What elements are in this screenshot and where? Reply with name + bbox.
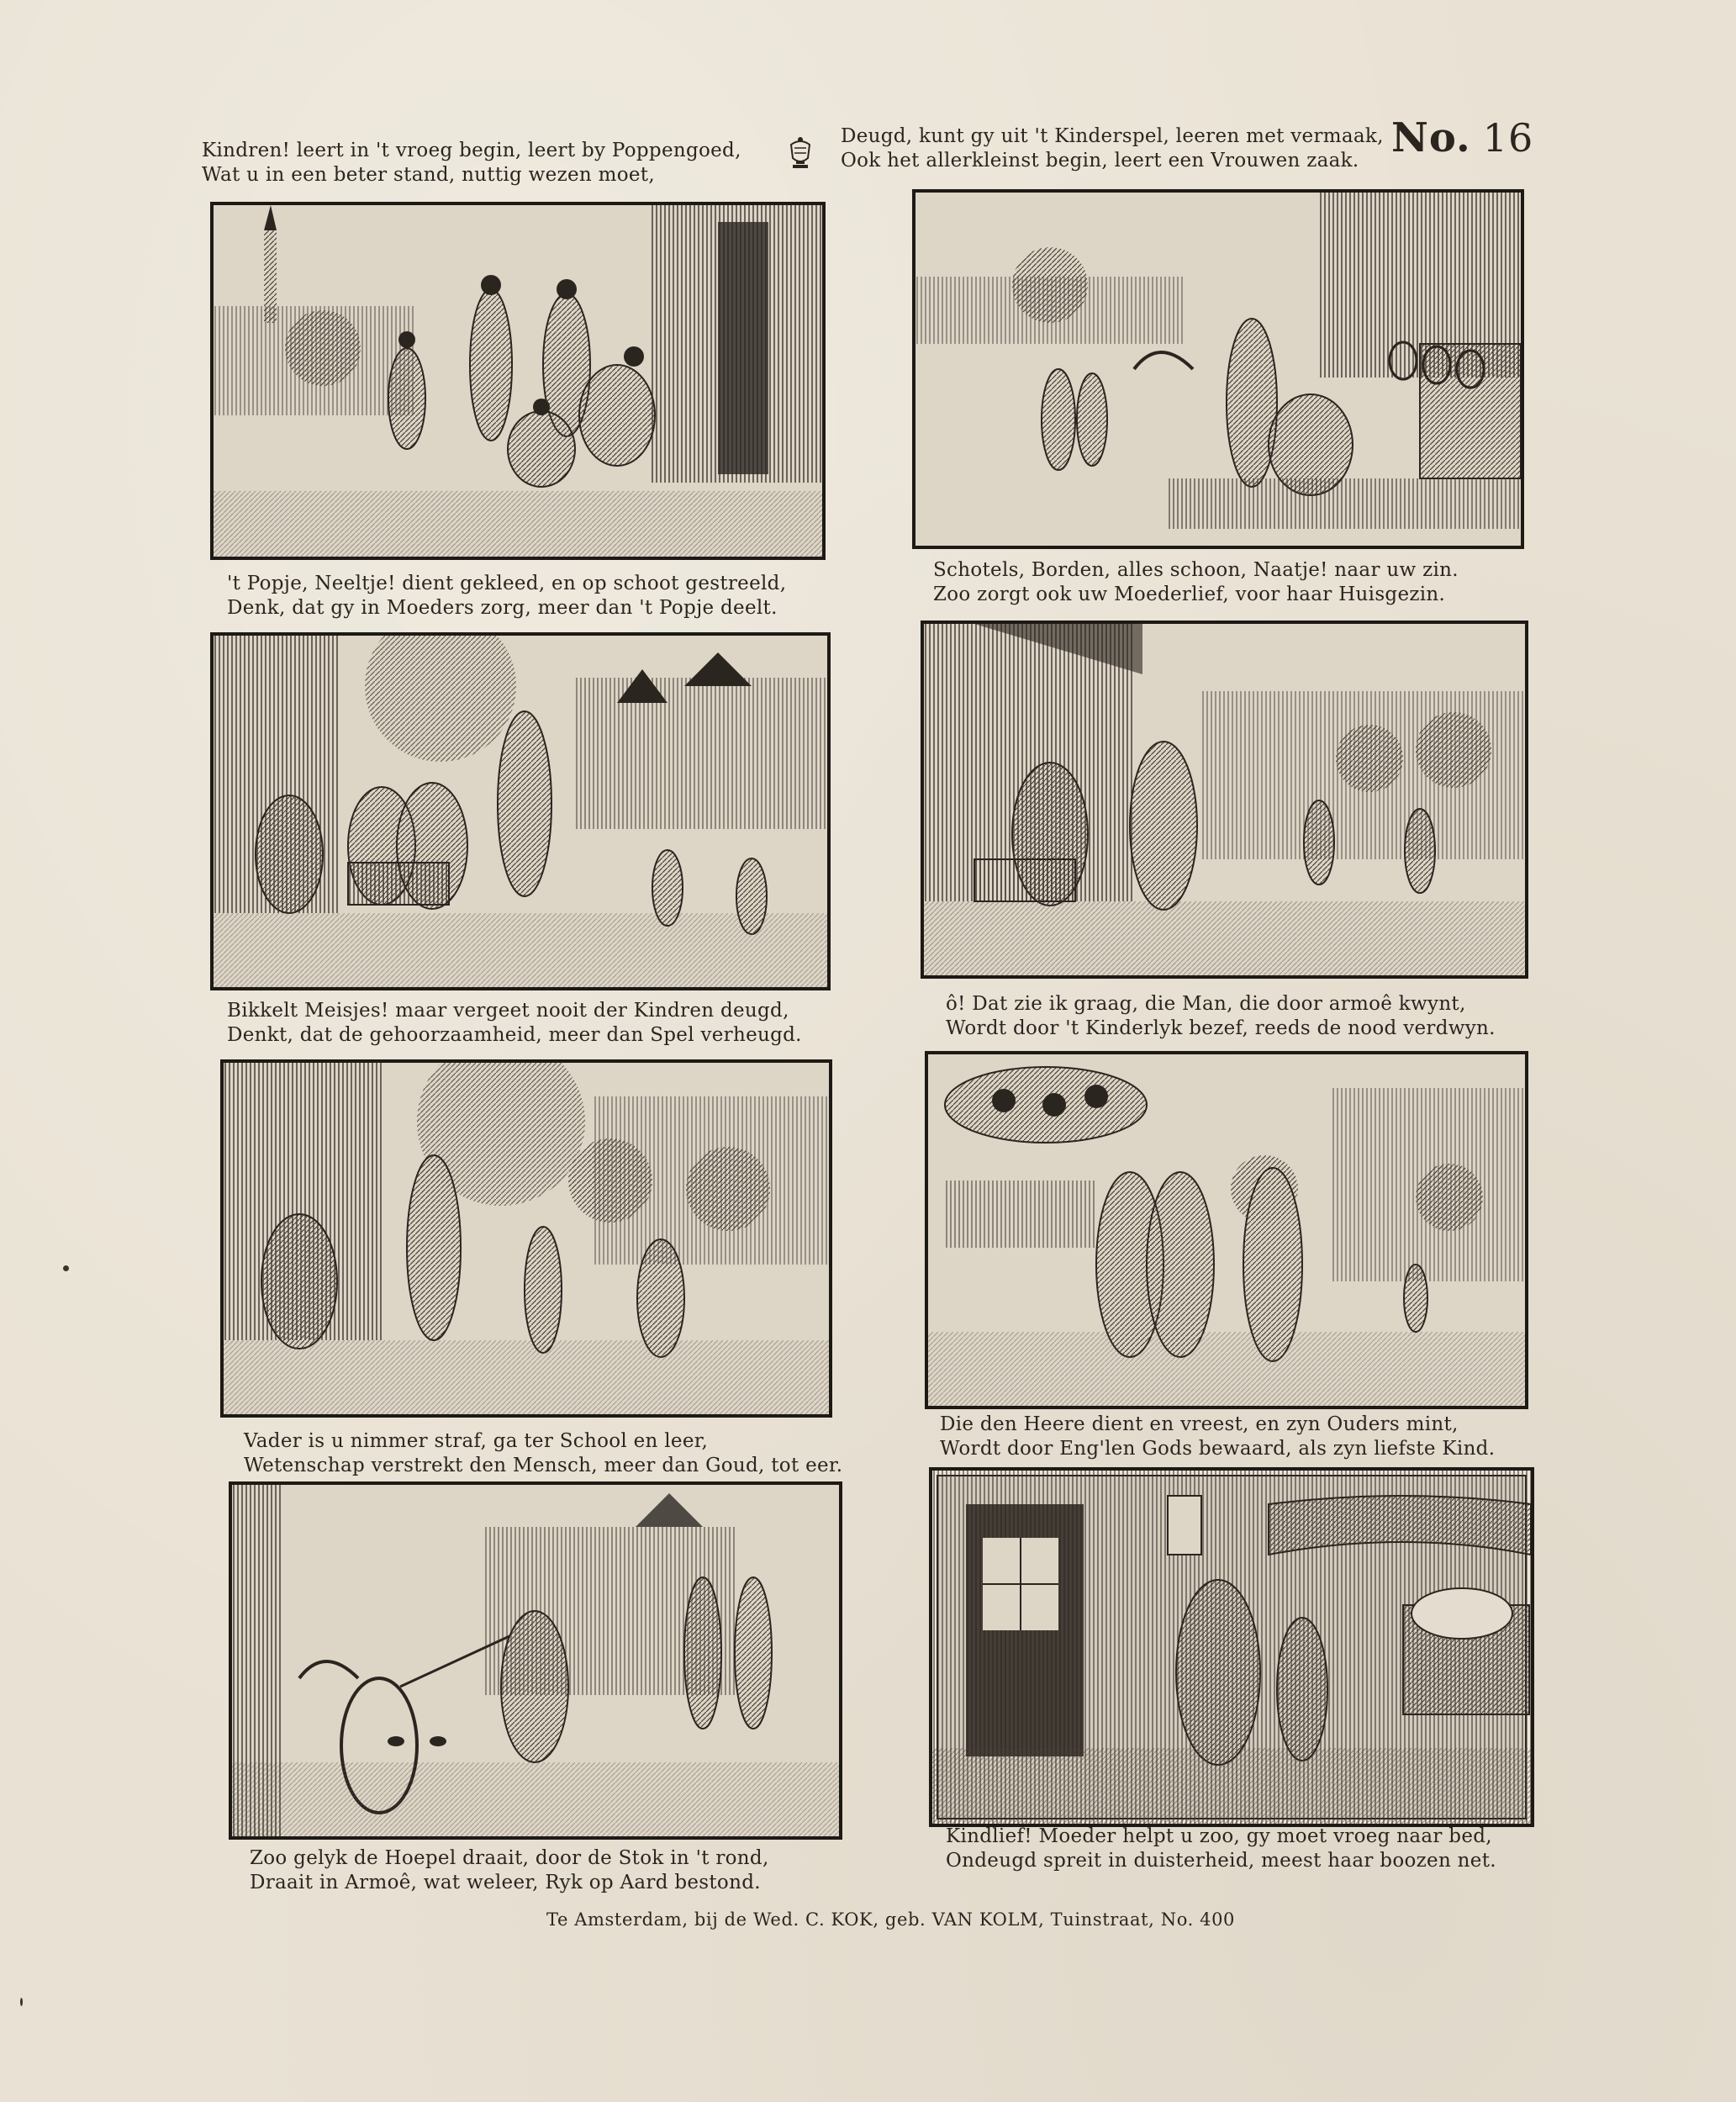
panel-3-caption — [227, 999, 866, 1048]
panel-8-caption-line1: Kindlief! Moeder helpt u zoo, gy moet vroeg naar bed, — [946, 1825, 1492, 1847]
printer-imprint: Te Amsterdam, bij de Wed. C. KOK, geb. VAN KOLM, Tuinstraat, No. 400 — [546, 1909, 1235, 1930]
panel-2-caption-line1: Schotels, Borden, alles schoon, Naatje! naar uw zin. — [933, 559, 1459, 581]
woodcut-panel-3-knucklebones — [210, 632, 831, 990]
sheet-number-prefix: No. — [1391, 114, 1471, 161]
panel-5-caption-line1: Vader is u nimmer straf, ga ter School en leer, — [244, 1430, 709, 1452]
header-verse-left — [202, 139, 790, 187]
woodcut-illustration — [214, 205, 822, 557]
panel-1-caption-line1: 't Popje, Neeltje! dient gekleed, en op schoot gestreeld, — [227, 573, 787, 594]
panel-3-caption-line1: Bikkelt Meisjes! maar vergeet nooit der Kindren deugd, — [227, 1000, 789, 1022]
woodcut-panel-1-doll-dressing — [210, 202, 826, 560]
panel-7-caption-line1: Zoo gelyk de Hoepel draait, door de Stok in 't rond, — [250, 1847, 769, 1869]
panel-1-caption-line2: Denk, dat gy in Moeders zorg, meer dan 't Popje deelt. — [227, 597, 778, 619]
sheet-number-value: 16 — [1482, 115, 1534, 161]
panel-7-caption — [250, 1846, 889, 1895]
panel-1-caption — [227, 572, 866, 621]
ink-spot — [20, 1998, 23, 2006]
header-verse-right — [841, 124, 1412, 173]
panel-4-caption-line1: ô! Dat zie ik graag, die Man, die door armoê kwynt, — [946, 993, 1466, 1015]
ornament-vase-icon — [784, 133, 816, 173]
header-verse-right-line1: Deugd, kunt gy uit 't Kinderspel, leeren met vermaak, — [841, 125, 1384, 147]
woodcut-illustration — [232, 1485, 839, 1836]
woodcut-illustration — [924, 624, 1525, 975]
woodcut-illustration — [214, 636, 827, 987]
panel-6-caption-line2: Wordt door Eng'len Gods bewaard, als zyn liefste Kind. — [940, 1438, 1496, 1460]
ink-spot — [63, 1265, 69, 1271]
panel-8-caption — [946, 1825, 1585, 1873]
panel-7-caption-line2: Draait in Armoê, wat weleer, Ryk op Aard bestond. — [250, 1872, 761, 1893]
header-verse-right-line2: Ook het allerkleinst begin, leert een Vrouwen zaak. — [841, 150, 1359, 172]
panel-4-caption-line2: Wordt door 't Kinderlyk bezef, reeds de nood verdwyn. — [946, 1017, 1496, 1039]
panel-2-caption — [933, 558, 1572, 607]
woodcut-illustration — [915, 193, 1521, 546]
panel-2-caption-line2: Zoo zorgt ook uw Moederlief, voor haar Huisgezin. — [933, 584, 1446, 605]
woodcut-panel-6-angels — [925, 1051, 1528, 1409]
sheet-number — [1391, 111, 1533, 162]
panel-4-caption — [946, 992, 1585, 1041]
woodcut-illustration — [928, 1054, 1525, 1406]
panel-3-caption-line2: Denkt, dat de gehoorzaamheid, meer dan Spel verheugd. — [227, 1024, 802, 1046]
panel-6-caption — [940, 1413, 1579, 1461]
panel-8-caption-line2: Ondeugd spreit in duisterheid, meest haar boozen net. — [946, 1850, 1496, 1872]
panel-5-caption — [244, 1429, 883, 1478]
woodcut-panel-5-school — [220, 1059, 832, 1418]
header-verse-left-line2: Wat u in een beter stand, nuttig wezen moet, — [202, 164, 655, 186]
woodcut-illustration — [932, 1471, 1531, 1824]
woodcut-panel-8-bedtime — [929, 1467, 1534, 1827]
header-verse-left-line1: Kindren! leert in 't vroeg begin, leert by Poppengoed, — [202, 140, 741, 161]
panel-5-caption-line2: Wetenschap verstrekt den Mensch, meer dan Goud, tot eer. — [244, 1455, 843, 1476]
woodcut-panel-4-poor-man — [921, 621, 1528, 979]
panel-6-caption-line1: Die den Heere dient en vreest, en zyn Ouders mint, — [940, 1413, 1459, 1435]
woodcut-illustration — [224, 1063, 829, 1414]
woodcut-panel-7-hoop — [229, 1481, 842, 1840]
woodcut-panel-2-dishes — [912, 189, 1524, 549]
